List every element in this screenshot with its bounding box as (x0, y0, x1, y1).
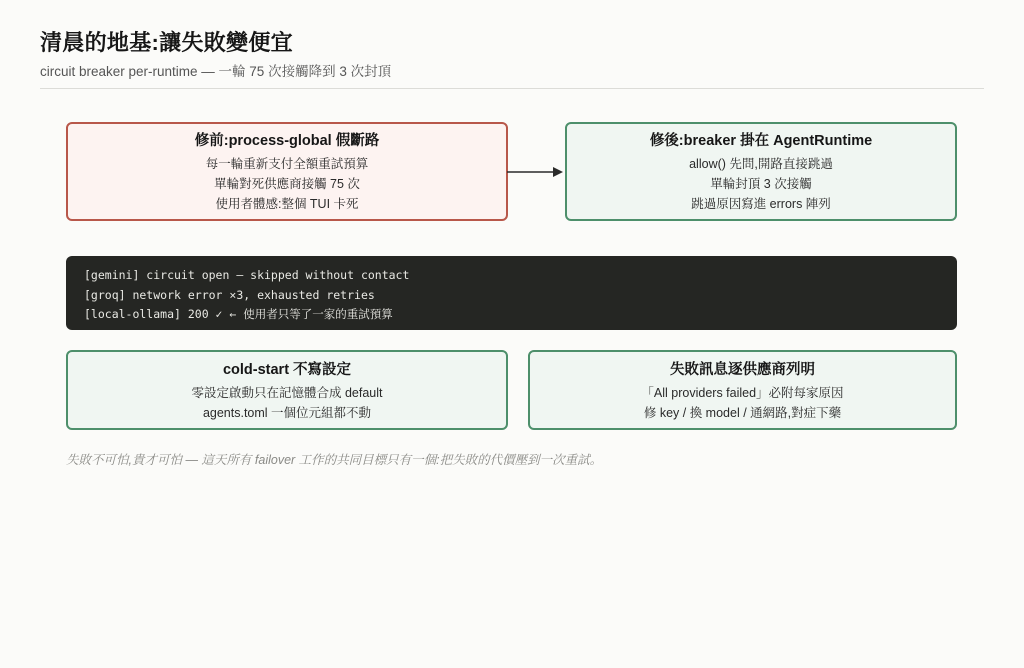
after-fix-line: allow() 先問,開路直接跳過 (689, 157, 833, 171)
failure-message-heading: 失敗訊息逐供應商列明 (670, 361, 815, 378)
flow-arrow-icon (507, 163, 567, 181)
after-fix-box (565, 122, 957, 221)
before-fix-line: 使用者體感:整個 TUI 卡死 (215, 197, 359, 211)
failure-message-line: 「All providers failed」必附每家原因 (641, 385, 844, 400)
header-divider (40, 88, 984, 89)
cold-start-box (66, 350, 508, 430)
cold-start-heading: cold-start 不寫設定 (222, 361, 352, 378)
failure-message-box (528, 350, 957, 430)
failure-message-line: 修 key / 換 model / 通網路,對症下藥 (643, 405, 842, 420)
after-fix-heading: 修後:breaker 掛在 AgentRuntime (649, 133, 873, 149)
after-fix-line: 單輪封頂 3 次接觸 (710, 177, 812, 191)
terminal-line: [gemini] circuit open — skipped without contact (84, 268, 410, 282)
terminal-log (66, 256, 957, 330)
terminal-line: [groq] network error ×3, exhausted retries (84, 287, 375, 302)
footnote: 失敗不可怕,貴才可怕 — 這天所有 failover 工作的共同目標只有一個:把失敗的代價壓到一次重試。 (66, 453, 603, 467)
before-fix-line: 每一輪重新支付全額重試預算 (205, 157, 369, 171)
cold-start-line: agents.toml 一個位元組都不動 (202, 405, 372, 420)
after-fix-line: 跳過原因寫進 errors 陣列 (691, 197, 831, 211)
page-title: 清晨的地基:讓失敗變便宜 (40, 30, 293, 55)
page-subtitle: circuit breaker per-runtime — 一輪 75 次接觸降到 3 次封頂 (40, 64, 392, 79)
cold-start-line: 零設定啟動只在記憶體合成 default (191, 385, 383, 400)
before-fix-line: 單輪對死供應商接觸 75 次 (214, 177, 360, 191)
before-fix-heading: 修前:process-global 假斷路 (194, 133, 380, 149)
before-fix-box (66, 122, 508, 221)
terminal-line: [local-ollama] 200 ✓ ← 使用者只等了一家的重試預算 (84, 307, 393, 321)
